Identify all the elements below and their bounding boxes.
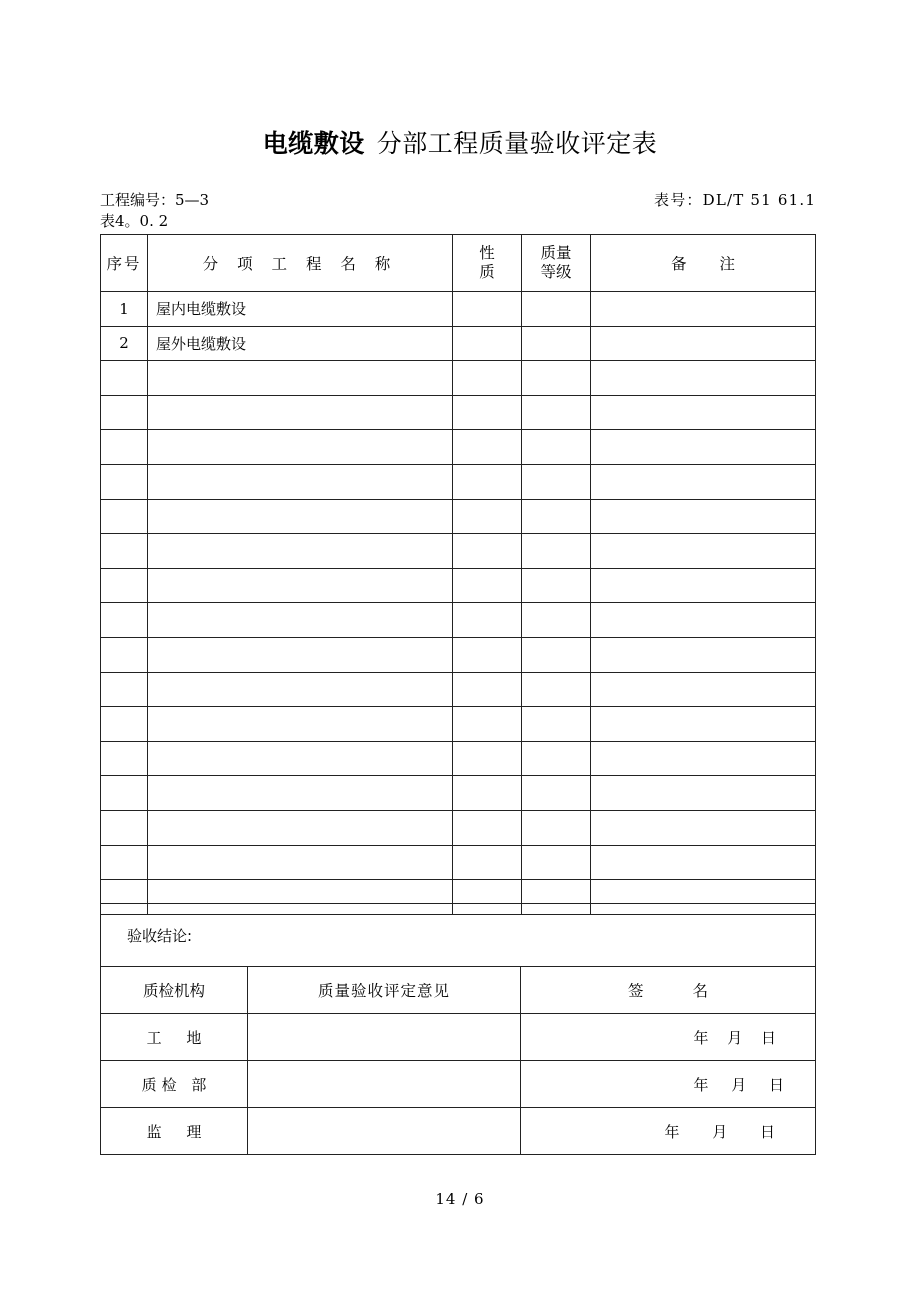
- cell-property[interactable]: [453, 672, 522, 707]
- cell-remark[interactable]: [591, 430, 816, 465]
- cell-grade[interactable]: [522, 741, 591, 776]
- column-header-grade-line1: 质量: [540, 243, 572, 262]
- form-number: 表号：DL/T 51 61.1: [654, 191, 817, 209]
- cell-seq: [101, 707, 148, 742]
- page-title-subject: 电缆敷设: [262, 129, 365, 158]
- table-row[interactable]: [101, 292, 816, 327]
- cell-remark[interactable]: [591, 361, 816, 396]
- signoff-table: [100, 903, 816, 1155]
- cell-item-name[interactable]: [148, 845, 453, 880]
- cell-seq: [101, 741, 148, 776]
- cell-item-name[interactable]: [148, 603, 453, 638]
- cell-remark[interactable]: [591, 707, 816, 742]
- cell-item-name[interactable]: 屋内电缆敷设: [148, 292, 453, 327]
- cell-seq: 1: [101, 292, 148, 327]
- table-row[interactable]: [101, 845, 816, 880]
- signoff-date-cell[interactable]: 年 月 日: [521, 1108, 816, 1155]
- signoff-row-supervisor[interactable]: [101, 1108, 816, 1155]
- cell-remark[interactable]: [591, 568, 816, 603]
- cell-grade[interactable]: [522, 464, 591, 499]
- cell-remark[interactable]: [591, 845, 816, 880]
- table-header-row: [101, 235, 816, 292]
- cell-remark[interactable]: [591, 603, 816, 638]
- signoff-org-label: 质检 部: [101, 1061, 248, 1108]
- cell-item-name[interactable]: [148, 430, 453, 465]
- table-row[interactable]: [101, 534, 816, 569]
- cell-item-name[interactable]: [148, 464, 453, 499]
- cell-property[interactable]: [453, 810, 522, 845]
- cell-item-name[interactable]: [148, 568, 453, 603]
- page-title-suffix: 分部工程质量验收评定表: [376, 129, 658, 158]
- cell-remark[interactable]: [591, 464, 816, 499]
- cell-seq: [101, 776, 148, 811]
- table-row[interactable]: [101, 672, 816, 707]
- page-title: [0, 131, 920, 156]
- cell-grade[interactable]: [522, 845, 591, 880]
- column-header-opinion: 质量验收评定意见: [248, 967, 521, 1014]
- signoff-org-label: 工 地: [101, 1014, 248, 1061]
- cell-remark[interactable]: [591, 810, 816, 845]
- cell-seq: [101, 603, 148, 638]
- cell-property[interactable]: [453, 292, 522, 327]
- table-row[interactable]: [101, 707, 816, 742]
- signoff-opinion-cell[interactable]: [248, 1061, 521, 1108]
- table-row[interactable]: [101, 464, 816, 499]
- cell-grade[interactable]: [522, 361, 591, 396]
- acceptance-conclusion-row[interactable]: [101, 904, 816, 967]
- column-header-property-line2: 质: [479, 263, 495, 281]
- cell-seq: [101, 395, 148, 430]
- table-row[interactable]: [101, 741, 816, 776]
- signoff-row-qc-dept[interactable]: [101, 1061, 816, 1108]
- cell-property[interactable]: [453, 707, 522, 742]
- cell-property[interactable]: [453, 326, 522, 361]
- cell-seq: [101, 637, 148, 672]
- table-row[interactable]: [101, 361, 816, 396]
- cell-remark[interactable]: [591, 395, 816, 430]
- column-header-property: [453, 235, 522, 292]
- table-row[interactable]: [101, 603, 816, 638]
- cell-item-name[interactable]: [148, 776, 453, 811]
- cell-remark[interactable]: [591, 741, 816, 776]
- table-row[interactable]: [101, 395, 816, 430]
- cell-item-name[interactable]: [148, 534, 453, 569]
- column-header-inspection-org: 质检机构: [101, 967, 248, 1014]
- signoff-date-cell[interactable]: 年 月 日: [521, 1061, 816, 1108]
- project-number: 工程编号：5—3: [100, 191, 210, 209]
- signoff-date-cell[interactable]: 年 月 日: [521, 1014, 816, 1061]
- cell-seq: [101, 499, 148, 534]
- page-footer: 14 / 6: [435, 1190, 485, 1208]
- table-row[interactable]: [101, 776, 816, 811]
- cell-seq: [101, 361, 148, 396]
- cell-seq: [101, 534, 148, 569]
- column-header-remark: 备 注: [591, 235, 816, 292]
- table-row[interactable]: [101, 568, 816, 603]
- cell-seq: 2: [101, 326, 148, 361]
- column-header-property-line1: 性: [479, 243, 495, 262]
- acceptance-conclusion-cell[interactable]: [101, 904, 816, 967]
- cell-property[interactable]: [453, 395, 522, 430]
- cell-grade[interactable]: [522, 776, 591, 811]
- table-row[interactable]: [101, 499, 816, 534]
- cell-property[interactable]: [453, 568, 522, 603]
- cell-remark[interactable]: [591, 292, 816, 327]
- cell-grade[interactable]: [522, 534, 591, 569]
- cell-item-name[interactable]: [148, 741, 453, 776]
- cell-grade[interactable]: [522, 810, 591, 845]
- cell-item-name[interactable]: 屋外电缆敷设: [148, 326, 453, 361]
- cell-item-name[interactable]: [148, 672, 453, 707]
- cell-remark[interactable]: [591, 776, 816, 811]
- cell-item-name[interactable]: [148, 395, 453, 430]
- table-row[interactable]: [101, 637, 816, 672]
- cell-property[interactable]: [453, 430, 522, 465]
- column-header-seq: 序号: [101, 235, 148, 292]
- cell-item-name[interactable]: [148, 707, 453, 742]
- signoff-header-row: [101, 967, 816, 1014]
- signoff-opinion-cell[interactable]: [248, 1014, 521, 1061]
- cell-item-name[interactable]: [148, 361, 453, 396]
- cell-grade[interactable]: [522, 430, 591, 465]
- cell-remark[interactable]: [591, 326, 816, 361]
- cell-grade[interactable]: [522, 326, 591, 361]
- acceptance-conclusion-label: 验收结论:: [127, 926, 193, 945]
- signoff-org-label: 监 理: [101, 1108, 248, 1155]
- cell-property[interactable]: [453, 637, 522, 672]
- column-header-grade-line2: 等级: [540, 263, 572, 281]
- cell-grade[interactable]: [522, 568, 591, 603]
- signoff-opinion-cell[interactable]: [248, 1108, 521, 1155]
- cell-property[interactable]: [453, 499, 522, 534]
- column-header-signature: 签 名: [521, 967, 816, 1014]
- cell-seq: [101, 464, 148, 499]
- column-header-item-name: 分 项 工 程 名 称: [148, 235, 453, 292]
- cell-seq: [101, 672, 148, 707]
- cell-remark[interactable]: [591, 672, 816, 707]
- cell-property[interactable]: [453, 603, 522, 638]
- cell-seq: [101, 845, 148, 880]
- cell-property[interactable]: [453, 741, 522, 776]
- cell-item-name[interactable]: [148, 810, 453, 845]
- cell-grade[interactable]: [522, 292, 591, 327]
- cell-property[interactable]: [453, 845, 522, 880]
- cell-remark[interactable]: [591, 534, 816, 569]
- cell-grade[interactable]: [522, 395, 591, 430]
- cell-grade[interactable]: [522, 499, 591, 534]
- cell-property[interactable]: [453, 361, 522, 396]
- cell-remark[interactable]: [591, 637, 816, 672]
- cell-property[interactable]: [453, 776, 522, 811]
- cell-property[interactable]: [453, 534, 522, 569]
- cell-seq: [101, 430, 148, 465]
- cell-grade[interactable]: [522, 707, 591, 742]
- table-row[interactable]: [101, 810, 816, 845]
- cell-item-name[interactable]: [148, 499, 453, 534]
- cell-property[interactable]: [453, 464, 522, 499]
- cell-item-name[interactable]: [148, 637, 453, 672]
- cell-grade[interactable]: [522, 672, 591, 707]
- table-row[interactable]: [101, 326, 816, 361]
- table-row[interactable]: [101, 430, 816, 465]
- signoff-row-site[interactable]: [101, 1014, 816, 1061]
- cell-remark[interactable]: [591, 499, 816, 534]
- form-subnumber: 表4。0. 2: [100, 212, 169, 230]
- cell-seq: [101, 568, 148, 603]
- subitem-table: [100, 234, 816, 915]
- cell-grade[interactable]: [522, 603, 591, 638]
- cell-grade[interactable]: [522, 637, 591, 672]
- cell-seq: [101, 810, 148, 845]
- column-header-grade: [522, 235, 591, 292]
